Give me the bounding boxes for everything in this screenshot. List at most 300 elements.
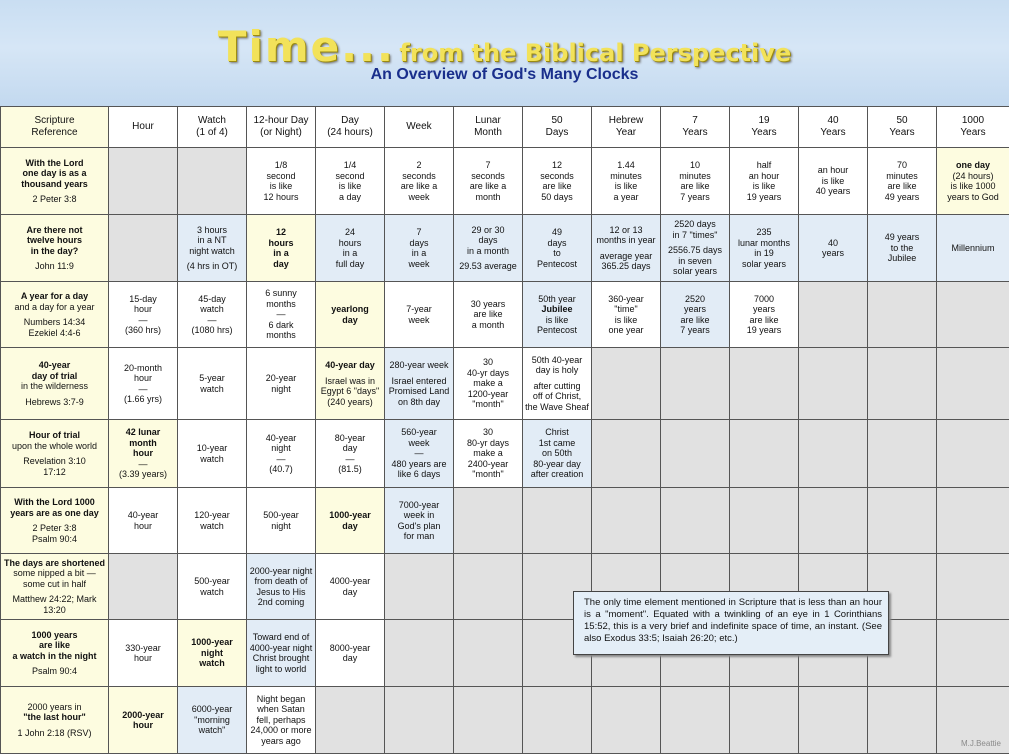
table-cell [316,282,385,348]
cell-line: Israel was in [324,375,376,386]
cell-line: A year for a day [20,291,89,301]
table-cell [799,215,868,282]
empty-cell [454,554,523,620]
cell-line: (3.39 years) [118,469,168,480]
cell-line: 30 years [470,298,506,309]
empty-cell [454,687,523,754]
cell-line: "month" [472,399,504,410]
header-line: 1000 [961,115,985,126]
empty-cell [730,687,799,754]
header-line: (24 hours) [327,127,373,138]
cell-line: years are as one day [10,507,99,518]
table-cell [109,282,178,348]
header-line: Year [615,127,637,138]
cell-line: like 6 days [397,469,441,480]
cell-line: night [201,647,223,658]
header-line: Years [751,127,777,138]
cell-line: 29 or 30 [471,224,505,235]
empty-cell [868,420,937,488]
table-cell [385,282,454,348]
table-cell [592,215,661,282]
empty-cell [661,348,730,420]
scripture-reference-cell [1,215,109,282]
cell-line: — [414,448,424,459]
table-cell [316,554,385,620]
header-line: (1 of 4) [196,127,228,138]
cell-line: 50 days [541,191,573,202]
cell-line: — [345,453,355,464]
cell-line: 40-year day [325,360,375,370]
table-cell [454,148,523,215]
scripture-citation: 2 Peter 3:8 Psalm 90:4 [31,523,78,544]
cell-line: 330-year [125,642,161,653]
cell-line: days [547,237,567,248]
cell-line: years [821,248,844,258]
moment-note: The only time element mentioned in Scripture that is less than an hour is a "moment". Equated with a twinkling of an eye in 1 Corinthians 15:52, this is a very brief and indefinite space of time, an instant. (See also Exodus 33:5; Isaiah 26:20; etc.) [573,591,889,655]
cell-line: from death of [254,576,308,586]
header-line: 19 [758,115,770,126]
cell-line: are like a [469,181,507,191]
empty-cell [661,687,730,754]
empty-cell [661,488,730,554]
cell-line: to [553,248,561,258]
cell-line: a month [471,319,505,330]
cell-line: on 8th day [397,396,441,407]
cell-line: 49 years [884,191,920,202]
cell-line: Are there not [26,224,83,235]
empty-cell [178,148,247,215]
cell-line: "month" [472,469,504,480]
table-cell [247,420,316,488]
time-table [0,106,1009,754]
cell-line: 120-year [194,510,230,520]
cell-line: is like [752,181,776,191]
cell-line: 19 years [746,191,782,202]
header-line: Hebrew [608,115,644,126]
cell-line: — [138,383,148,394]
empty-cell [454,620,523,687]
scripture-reference-cell [1,620,109,687]
cell-line: is like [821,175,845,186]
cell-line: 2000-year night [249,565,313,576]
cell-line: 235 [756,227,772,237]
table-cell [178,687,247,754]
empty-cell [868,282,937,348]
cell-line: make a [473,378,503,389]
cell-line: 7 years [680,191,710,202]
cell-line: 1st came [538,437,576,448]
scripture-citation: John 11:9 [35,261,74,271]
column-header-scripture-reference [1,107,109,148]
table-cell [385,348,454,420]
table-cell [247,282,316,348]
cell-line: 12 [551,160,562,170]
cell-line: 8000-year [329,642,371,653]
cell-line: in seven [678,255,712,266]
cell-line: night [271,520,291,531]
scripture-reference-cell [1,348,109,420]
cell-line: seconds [471,170,505,181]
cell-line: are like [38,640,71,650]
cell-line: 80-year [334,432,366,443]
table-cell [523,348,592,420]
cell-line: 7000 [753,293,775,304]
table-cell [385,420,454,488]
header-line: Years [820,127,846,138]
cell-line: 1/4 [343,160,357,170]
table-row [1,148,1009,215]
cell-line: (360 hrs) [124,325,161,335]
cell-line: "the last hour" [23,712,86,723]
cell-line: Hour of trial [29,430,80,440]
cell-line: is like [269,181,293,191]
cell-line: 4000-year [329,576,371,586]
table-cell [247,488,316,554]
cell-line: after cutting [533,380,581,391]
cell-line: are like [680,181,710,191]
cell-line: "morning [194,714,230,725]
cell-line: 40-year [265,432,297,443]
empty-cell [799,420,868,488]
empty-cell [730,420,799,488]
cell-line: (81.5) [338,464,362,474]
scripture-reference-cell [1,687,109,754]
cell-line: 24 [344,227,355,237]
table-cell [592,148,661,215]
cell-line: solar years [741,258,786,269]
cell-line: for man [403,531,435,541]
table-cell [178,488,247,554]
empty-cell [592,488,661,554]
cell-line: hours [338,237,362,248]
cell-line: 20-year [265,373,297,383]
cell-line: 1000-year [191,637,233,648]
empty-cell [592,420,661,488]
table-cell [868,148,937,215]
empty-cell [937,488,1009,554]
cell-line: hour [133,373,152,383]
table-cell [316,488,385,554]
cell-line: — [138,458,148,469]
cell-line: fell, perhaps [256,714,306,725]
cell-line: 7 [416,227,422,237]
scripture-reference-cell [1,282,109,348]
cell-line: 7000-year [398,499,440,510]
cell-line: 70 [896,160,907,170]
empty-cell [937,554,1009,620]
cell-line: watch [200,586,224,597]
empty-cell [316,687,385,754]
header-row [1,107,1009,148]
table-cell [109,620,178,687]
table-row [1,687,1009,754]
cell-line: days [478,235,498,245]
scripture-reference-cell [1,148,109,215]
cell-line: full day [335,258,365,269]
table-cell [178,348,247,420]
table-cell [385,488,454,554]
empty-cell [937,348,1009,420]
cell-line: 29.53 average [459,261,517,271]
cell-line: are like [680,314,710,325]
cell-line: 480 years are [391,458,447,469]
table-cell [178,215,247,282]
author-credit: M.J.Beattie [960,739,1001,748]
empty-cell [592,687,661,754]
cell-line: is like [338,181,362,191]
cell-line: months [266,330,296,341]
cell-line: is like [614,181,638,191]
scripture-reference-cell [1,488,109,554]
table-cell [523,420,592,488]
header-line: 7 [692,115,698,126]
table-cell [109,687,178,754]
cell-line: 45-day [198,293,226,304]
cell-line: 10-year [196,443,228,453]
cell-line: is like 1000 [950,181,996,191]
cell-line: Jubilee [541,304,573,314]
table-row [1,348,1009,420]
cell-line: 50th 40-year [531,354,583,365]
cell-line: 6000-year [191,704,233,715]
cell-line: night [271,443,291,453]
scripture-citation: Revelation 3:10 17:12 [23,456,86,477]
cell-line: 12 [275,227,286,237]
cell-line: twelve hours [26,235,82,245]
cell-line: week [408,191,430,202]
table-cell [178,620,247,687]
cell-line: day [342,520,358,531]
cell-line: day [342,314,358,325]
table-cell [937,215,1009,282]
cell-line: in the day? [30,245,79,256]
cell-line: day of trial [31,370,78,381]
cell-line: 5-year [199,373,225,383]
cell-line: is like [545,314,569,325]
table-cell [661,215,730,282]
table-cell [454,348,523,420]
cell-line: thousand years [21,178,88,189]
table-cell [385,148,454,215]
cell-line: 12 or 13 [609,224,643,235]
scripture-citation: 1 John 2:18 (RSV) [17,727,92,738]
empty-cell [937,282,1009,348]
cell-line: are like [473,309,503,320]
scripture-citation: Matthew 24:22; Mark 13:20 [12,594,97,615]
cell-line: 50th year [538,293,576,304]
column-header-7-years [661,107,730,148]
cell-line: 12 hours [263,191,299,202]
empty-cell [592,348,661,420]
cell-line: week [408,258,430,269]
cell-line: yearlong [331,304,369,314]
table-cell [868,215,937,282]
cell-line: 40-year [38,360,71,370]
table-cell [523,282,592,348]
cell-line: 2520 [684,293,706,304]
cell-line: The days are shortened [3,557,106,568]
cell-line: "time" [614,304,638,314]
empty-cell [937,620,1009,687]
cell-line: in 7 "times" [672,229,718,240]
empty-cell [523,488,592,554]
column-header-12-hour-day-or-night [247,107,316,148]
cell-line: 1200-year [467,388,509,399]
cell-line: 80-yr days [466,437,510,448]
cell-line: Toward end of [252,632,310,642]
table-cell [799,148,868,215]
cell-line: 19 years [746,325,782,335]
header-line: Years [960,127,986,138]
cell-line: Promised Land [388,386,450,396]
cell-line: after creation [530,469,584,480]
cell-line: 1000 years [31,629,78,640]
cell-line: day is holy [535,365,579,376]
table-cell [247,687,316,754]
table-cell [247,348,316,420]
cell-line: a year [613,191,639,202]
table-cell [109,488,178,554]
cell-line: years [752,304,775,314]
empty-cell [523,687,592,754]
cell-line: day [342,653,358,663]
cell-line: the Wave Sheaf [525,401,589,412]
cell-line: Night began [256,693,306,704]
empty-cell [661,420,730,488]
header-line: Years [682,127,708,138]
cell-line: on 50th [541,448,573,459]
cell-line: in a NT [197,235,227,245]
cell-line: Pentecost [536,258,578,269]
table-cell [661,282,730,348]
cell-line: is like [614,314,638,325]
cell-line: week [408,437,430,448]
cell-line: years to God [947,191,999,202]
cell-line: upon the whole world [11,440,98,451]
cell-line: — [138,314,148,325]
column-header-50-years [868,107,937,148]
table-cell [316,148,385,215]
cell-line: to the [890,242,914,253]
page-title [0,22,1009,71]
cell-line: 20-month [123,362,163,373]
cell-line: seconds [402,170,436,181]
column-header-lunar-month [454,107,523,148]
cell-line: 2nd coming [257,597,305,607]
empty-cell [730,348,799,420]
cell-line: in a [273,248,289,258]
cell-line: 280-year week [389,360,449,370]
cell-line: watch [199,658,225,669]
header-line: Days [545,127,569,138]
cell-line: minutes [679,170,711,181]
title-rest: from the Biblical Perspective [399,39,792,67]
cell-line: hour [133,520,152,531]
cell-line: 1/8 [274,160,288,170]
empty-cell [109,215,178,282]
cell-line: in a month [466,245,510,256]
cell-line: Israel entered [391,375,447,386]
cell-line: hour [133,720,153,730]
table-cell [109,420,178,488]
column-header-hour [109,107,178,148]
cell-line: watch [200,304,224,314]
cell-line: 40-yr days [466,367,510,378]
cell-line: solar years [672,266,717,277]
empty-cell [799,348,868,420]
empty-cell [109,554,178,620]
cell-line: 2 [416,160,422,170]
cell-line: — [207,314,217,325]
cell-line: 500-year [263,510,299,520]
cell-line: in the wilderness [20,381,89,391]
scripture-reference-cell [1,554,109,620]
cell-line: some nipped a bit — some cut in half [13,568,96,589]
cell-line: half [756,160,772,170]
cell-line: God's plan [397,520,441,531]
cell-line: 3 hours [196,224,228,235]
cell-line: are like a [400,181,438,191]
empty-cell [385,620,454,687]
empty-cell [868,488,937,554]
cell-line: 7-year [406,304,432,314]
table-cell [730,282,799,348]
scripture-citation: 2 Peter 3:8 [32,194,77,204]
cell-line: Jesus to His [256,586,306,597]
cell-line: watch [200,520,224,531]
cell-line: minutes [886,170,918,181]
cell-line: months [266,298,296,309]
table-cell [661,148,730,215]
cell-line: week in [403,510,435,520]
table-row [1,488,1009,554]
cell-line: 4000-year night [249,642,313,653]
table-cell [316,620,385,687]
cell-line: seconds [540,170,574,181]
header-line: (or Night) [260,127,302,138]
cell-line: 365.25 days [601,261,651,271]
cell-line: (1080 hrs) [191,325,233,335]
header-line: 40 [827,115,839,126]
table-cell [247,215,316,282]
cell-line: in a [411,248,427,258]
column-header-19-years [730,107,799,148]
column-header-hebrew-year [592,107,661,148]
table-row [1,282,1009,348]
cell-line: one day [955,160,990,170]
cell-line: (1.66 yrs) [123,394,162,404]
empty-cell [454,488,523,554]
table-cell [523,148,592,215]
cell-line: 40 [827,237,838,248]
scripture-citation: Numbers 14:34 Ezekiel 4:4-6 [23,317,86,338]
header-line: Reference [31,127,78,138]
table-row [1,420,1009,488]
cell-line: night watch [189,245,235,256]
header-line: Day [341,115,359,126]
cell-line: a watch in the night [12,650,97,661]
empty-cell [109,148,178,215]
cell-line: years ago [261,735,301,746]
cell-line: are like [887,181,917,191]
page-subtitle: An Overview of God's Many Clocks [370,66,639,83]
cell-line: With the Lord [25,157,84,168]
cell-line: watch [200,383,224,394]
cell-line: 10 [689,160,700,170]
title-time: Time... [217,22,395,71]
cell-line: days [409,237,429,248]
cell-line: 560-year [401,427,437,438]
